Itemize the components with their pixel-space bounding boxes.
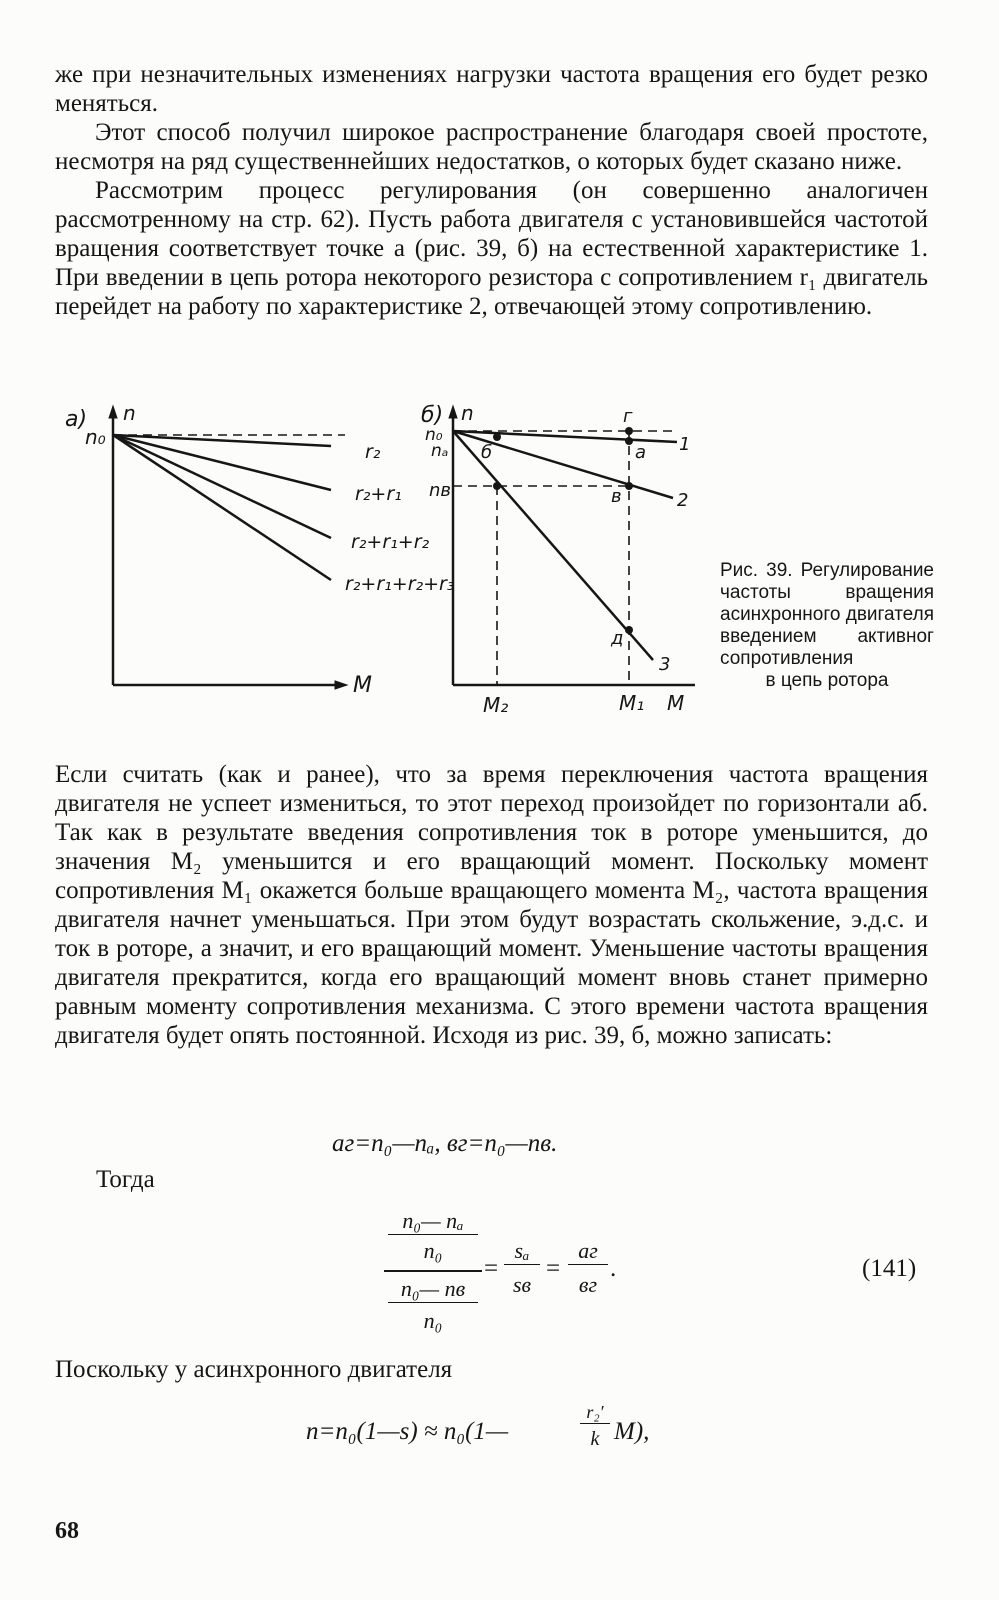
eq141-main-bar bbox=[384, 1270, 482, 1272]
eq141-s-num: sₐ bbox=[504, 1238, 540, 1265]
curve-3-label: 3 bbox=[659, 654, 671, 675]
point-g-label: г bbox=[623, 406, 633, 427]
panel-a-curve-label-1: r₂ bbox=[365, 441, 381, 463]
point-b-lower bbox=[493, 482, 501, 490]
caption-text: Рис. 39. Регулирование частоты вращения асинхронного двигателя введением активног сопротивления bbox=[720, 560, 934, 669]
equation-ag-vg: аг=n₀—nₐ, вг=n₀—nв. bbox=[332, 1130, 558, 1157]
panel-a-n0-label: n₀ bbox=[85, 425, 106, 449]
tick-m1-label: M₁ bbox=[619, 691, 645, 715]
eq2-left: n=n₀(1—s) ≈ n₀(1— bbox=[306, 1418, 509, 1445]
eq2-frac-den: k bbox=[590, 1428, 600, 1450]
panel-a-line-r2-r1-r2-r3 bbox=[113, 435, 331, 580]
point-b-label: б bbox=[481, 442, 493, 463]
paragraph-4: Если считать (как и ранее), что за время переключения частота вращения двигателя не успеет измениться, то этот переход произойдет по горизонтали аб. Так как в результате введения сопротивления ток в роторе уменьшится, до значения M₂ уменьшится и его вращающий момент. Поскольку момент сопротивления M₁ окажется больше вращающего момента M₂, частота вращения двигателя начнет уменьшаться. При этом будут возрастать скольжение, э.д.с. и ток в роторе, а значит, и его вращающий момент. Уменьшение частоты вращения двигателя прекратится, когда его вращающий момент вновь станет примерно равным моменту сопротивления механизма. С этого времени частота вращения двигателя будет опять постоянной. Исходя из рис. 39, б, можно записать: bbox=[55, 761, 928, 1049]
figure-caption bbox=[720, 560, 934, 692]
panel-a-curve-label-3: r₂+r₁+r₂ bbox=[351, 531, 430, 553]
point-v-label: в bbox=[611, 486, 622, 507]
panel-b-line-3 bbox=[453, 431, 653, 660]
panel-b-x-label: M bbox=[667, 691, 685, 715]
tick-m2-label: M₂ bbox=[483, 693, 509, 717]
eq141-period: . bbox=[610, 1255, 617, 1282]
panel-b-nv-label: nв bbox=[429, 480, 452, 501]
point-d bbox=[625, 626, 633, 634]
eq2-frac-num: r₂′ bbox=[580, 1402, 610, 1424]
eq2-right: M), bbox=[614, 1418, 650, 1445]
point-v bbox=[625, 482, 633, 490]
panel-b-y-label: n bbox=[461, 401, 474, 425]
eq141-top-num: n₀— nₐ bbox=[388, 1208, 478, 1235]
panel-b-label: б) bbox=[421, 403, 444, 428]
panel-a-y-arrow bbox=[109, 406, 117, 418]
line-before-eq2: Поскольку у асинхронного двигателя bbox=[55, 1356, 453, 1383]
panel-a-y-label: n bbox=[123, 401, 136, 425]
eq141-eq-sign-2: = bbox=[546, 1255, 561, 1282]
eq141-top-den: n₀ bbox=[423, 1238, 443, 1263]
paragraph-3: Рассмотрим процесс регулирования (он совершенно аналогичен рассмотренному на стр. 62). Пусть работа двигателя с установившейся частотой вращения соответствует точке а (рис. 39, б) на естественной характеристике 1. При введении в цепь ротора некоторого резистора с сопротивлением r₁ двигатель перейдет на работу по характеристике 2, отвечающей этому сопротивлению. bbox=[55, 177, 928, 320]
caption-last-line: в цепь ротора bbox=[765, 670, 889, 691]
panel-a-line-r2-r1-r2 bbox=[113, 435, 331, 538]
panel-a-x-arrow bbox=[335, 681, 347, 689]
point-a-label: а bbox=[635, 442, 647, 463]
point-g bbox=[625, 427, 633, 435]
point-d-label: д bbox=[611, 628, 624, 649]
panel-a-x-label: M bbox=[353, 673, 372, 698]
panel-b-n0-label: n₀ bbox=[425, 425, 443, 445]
paragraph-2: Этот способ получил широкое распространение благодаря своей простоте, несмотря на ряд существеннейших недостатков, о которых будет сказано ниже. bbox=[55, 119, 928, 175]
eq141-eq-sign-1: = bbox=[484, 1255, 499, 1282]
page-number: 68 bbox=[55, 1518, 79, 1544]
top-text-block bbox=[55, 60, 928, 321]
eq141-bot-den: n₀ bbox=[423, 1308, 443, 1333]
eq141-s-den: sв bbox=[512, 1272, 532, 1297]
panel-a-curve-label-2: r₂+r₁ bbox=[355, 483, 402, 505]
paragraph-1: же при незначительных изменениях нагрузки частота вращения его будет резко меняться. bbox=[55, 61, 928, 117]
point-a bbox=[625, 437, 633, 445]
eq141-bot-num: n₀— nв bbox=[388, 1276, 478, 1303]
middle-text-block bbox=[55, 760, 928, 1050]
curve-1-label: 1 bbox=[679, 434, 691, 455]
panel-a-curve-label-4: r₂+r₁+r₂+r₃ bbox=[345, 573, 455, 595]
eq141-r-den: вг bbox=[578, 1272, 598, 1297]
curve-2-label: 2 bbox=[677, 490, 689, 511]
panel-b-y-arrow bbox=[449, 406, 457, 418]
eq141-r-num: аг bbox=[568, 1238, 608, 1265]
eq141-number: (141) bbox=[862, 1255, 917, 1282]
point-b bbox=[493, 433, 501, 441]
panel-a-label: а) bbox=[65, 407, 88, 432]
togda-text: Тогда bbox=[96, 1166, 155, 1193]
panel-b-na-label: nₐ bbox=[431, 441, 449, 461]
